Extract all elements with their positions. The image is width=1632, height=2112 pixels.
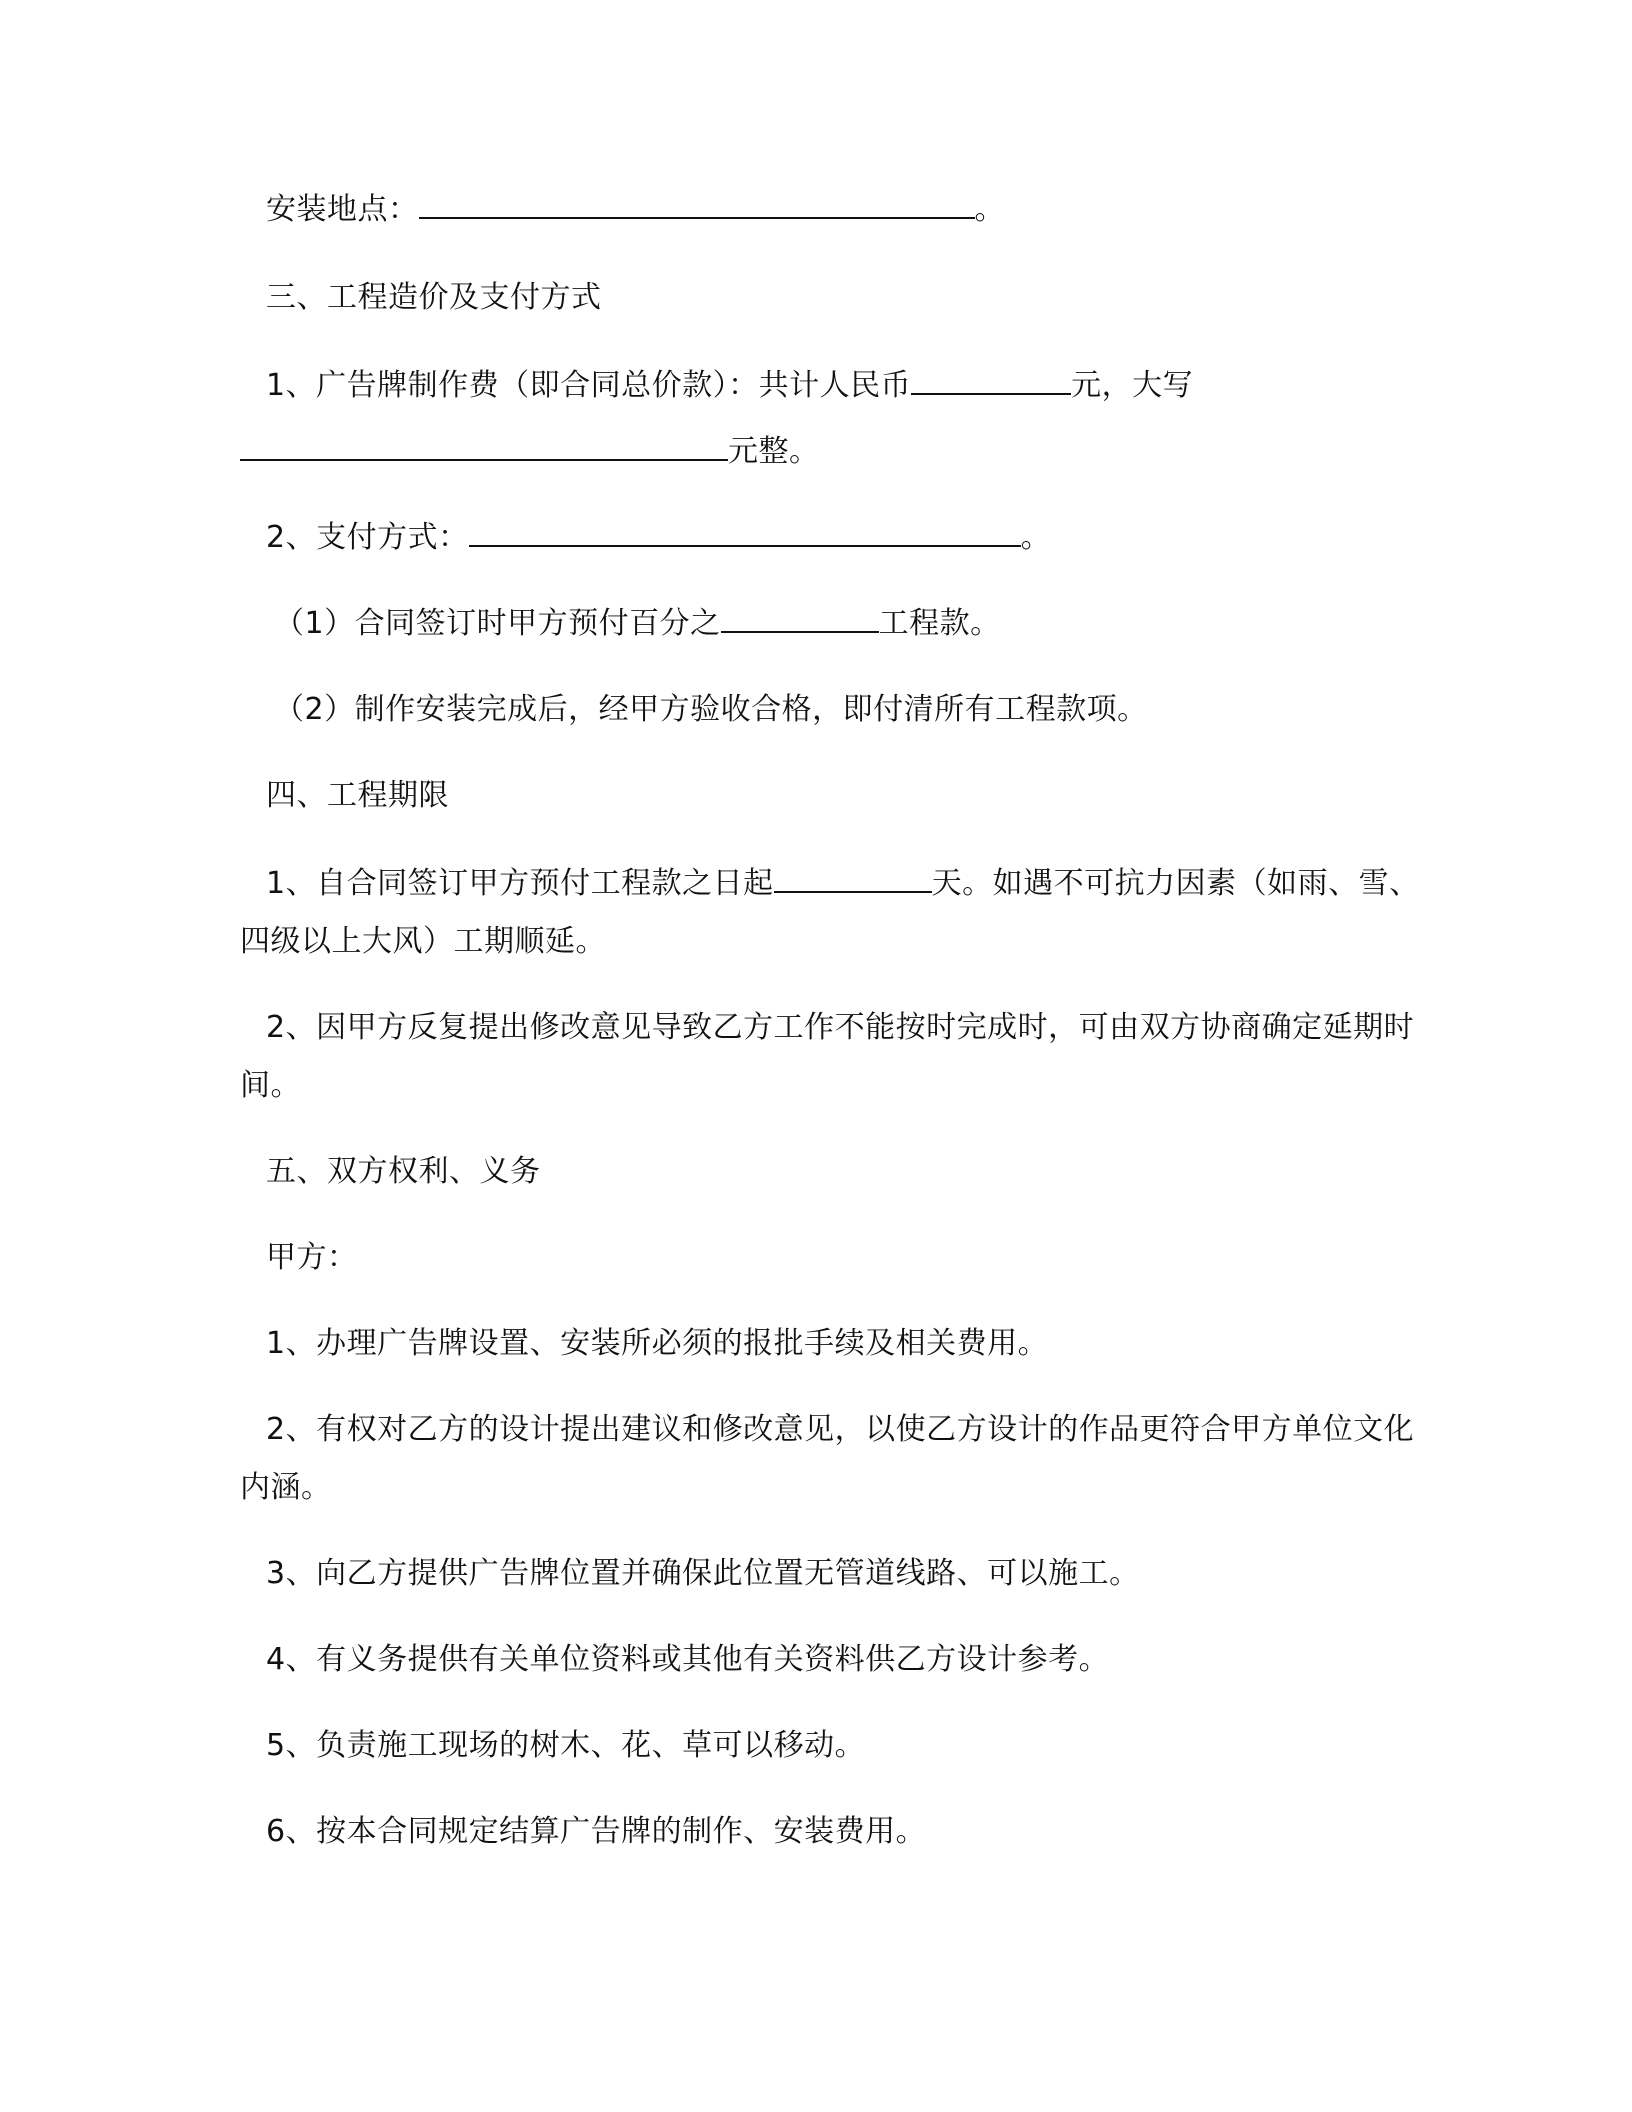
item-4-2-line-2: 间。 [240,1068,301,1103]
item-3-1-line-2 [240,432,820,472]
duration-days-blank[interactable] [774,867,932,893]
item-3-2-2-line: （2）制作安装完成后，经甲方验收合格，即付清所有工程款项。 [274,692,1148,727]
install-location-blank[interactable] [419,193,975,219]
item-5-2-line-2: 内涵。 [240,1470,332,1505]
item-5-6-line: 6、按本合同规定结算广告牌的制作、安装费用。 [266,1814,927,1849]
item-3-1-line [266,366,1193,406]
item-5-1-line: 1、办理广告牌设置、安装所必须的报批手续及相关费用。 [266,1326,1049,1361]
item-3-2-1-line [274,604,1001,644]
install-location-label: 安装地点： [266,192,419,227]
party-a-label: 甲方： [266,1240,358,1275]
item-5-3-line: 3、向乙方提供广告牌位置并确保此位置无管道线路、可以施工。 [266,1556,1140,1591]
item-4-1-text-a: 1、自合同签订甲方预付工程款之日起 [266,866,774,901]
item-4-1-line [266,864,1420,904]
item-4-1-line-2: 四级以上大风）工期顺延。 [240,924,606,959]
section-5-title: 五、双方权利、义务 [266,1154,541,1189]
item-5-5-line: 5、负责施工现场的树木、花、草可以移动。 [266,1728,866,1763]
amount-in-words-blank[interactable] [240,435,728,461]
item-3-1-text-a: 1、广告牌制作费（即合同总价款）：共计人民币 [266,368,912,403]
item-3-2-text-b: 。 [1020,520,1052,555]
prepay-percent-blank[interactable] [721,607,879,633]
section-3-title: 三、工程造价及支付方式 [266,280,602,315]
item-3-1-text-b: 元，大写 [1071,368,1194,403]
item-5-2-line: 2、有权对乙方的设计提出建议和修改意见，以使乙方设计的作品更符合甲方单位文化 [266,1412,1415,1447]
section-4-title: 四、工程期限 [266,778,449,813]
item-3-2-1-text-b: 工程款。 [878,606,1001,641]
install-location-line [266,190,1005,230]
item-3-1-text-c: 元整。 [728,434,820,469]
item-3-2-1-text-a: （1）合同签订时甲方预付百分之 [274,606,721,641]
payment-method-blank[interactable] [469,521,1021,547]
item-4-1-text-b: 天。如遇不可抗力因素（如雨、雪、 [931,866,1420,901]
item-3-2-line [266,518,1051,558]
total-amount-blank[interactable] [911,369,1071,395]
install-location-end: 。 [974,192,1005,227]
item-4-2-line: 2、因甲方反复提出修改意见导致乙方工作不能按时完成时，可由双方协商确定延期时 [266,1010,1415,1045]
item-5-4-line: 4、有义务提供有关单位资料或其他有关资料供乙方设计参考。 [266,1642,1110,1677]
item-3-2-text-a: 2、支付方式： [266,520,469,555]
